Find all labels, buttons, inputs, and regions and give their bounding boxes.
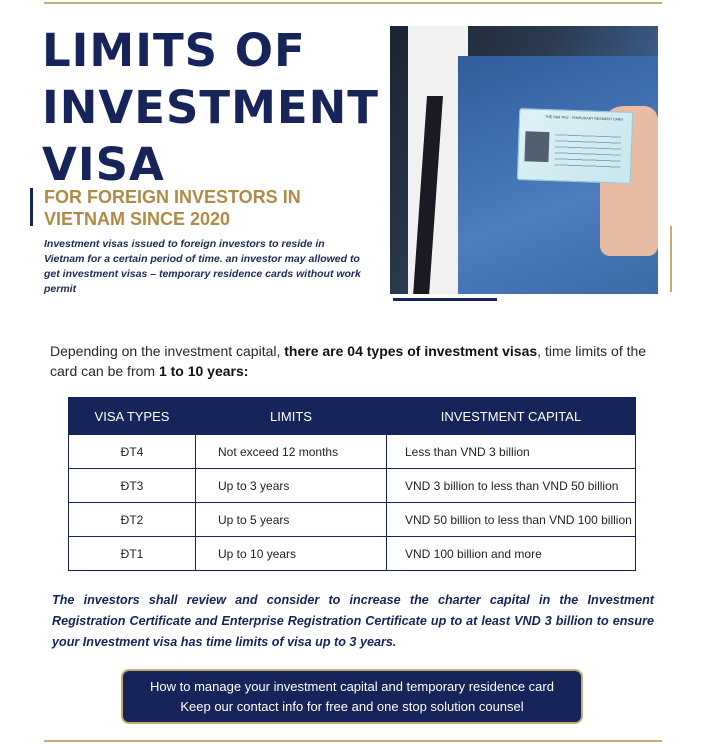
title-line-1: LIMITS OF [42, 24, 306, 77]
photo-accent-bar [393, 298, 497, 301]
lead-paragraph [50, 341, 662, 381]
table-row [69, 469, 636, 503]
cell-limit: Up to 5 years [196, 503, 387, 537]
title-line-3: VISA [42, 138, 165, 191]
cell-capital: VND 100 billion and more [387, 537, 636, 571]
cell-capital: VND 50 billion to less than VND 100 billion [387, 503, 636, 537]
lead-text-1: Depending on the investment capital, [50, 343, 285, 359]
cell-limit: Up to 10 years [196, 537, 387, 571]
table-row [69, 503, 636, 537]
contact-banner-line-2: Keep our contact info for free and one stop solution counsel [180, 698, 524, 714]
intro-text: Investment visas issued to foreign investors to reside in Vietnam for a certain period of time. an investor may allowed to get investment visas – temporary residence cards without work permit [44, 238, 361, 295]
cell-capital: Less than VND 3 billion [387, 435, 636, 469]
page-title [42, 22, 379, 193]
cell-limit: Up to 3 years [196, 469, 387, 503]
residence-card-title: THẺ TẠM TRÚ - TEMPORARY RESIDENT CARD [544, 114, 624, 122]
investor-note: The investors shall review and consider to increase the charter capital in the Investment Registration Certificate and Enterprise Registration Certificate up to at least VND 3 billion to ensure your Investment visa has time limits of visa up to 3 years. [52, 593, 654, 649]
subtitle-accent-bar [30, 188, 33, 226]
table-row [69, 537, 636, 571]
header-investment-capital: INVESTMENT CAPITAL [387, 398, 636, 435]
table-row [69, 435, 636, 469]
contact-banner[interactable] [121, 669, 583, 724]
subtitle [44, 186, 344, 230]
lead-text-2: , time limits of the card can be from [50, 343, 647, 379]
hero-photo [390, 26, 658, 294]
table-header-row [69, 398, 636, 435]
title-line-2: INVESTMENT [42, 81, 379, 134]
subtitle-line-2: VIETNAM SINCE 2020 [44, 209, 231, 229]
residence-card-text-lines [554, 134, 621, 168]
header-limits: LIMITS [196, 398, 387, 435]
visa-table [68, 397, 636, 571]
bottom-divider [44, 740, 662, 742]
residence-card-image [517, 108, 633, 184]
lead-bold-2: 1 to 10 years: [158, 363, 249, 379]
subtitle-line-1: FOR FOREIGN INVESTORS IN [44, 187, 301, 207]
lead-bold-1: there are 04 types of investment visas [284, 343, 538, 359]
top-divider [44, 2, 662, 4]
header-visa-types: VISA TYPES [69, 398, 196, 435]
residence-card-portrait [524, 131, 549, 162]
cell-visa-type: ĐT3 [69, 469, 196, 503]
cell-limit: Not exceed 12 months [196, 435, 387, 469]
cell-capital: VND 3 billion to less than VND 50 billion [387, 469, 636, 503]
right-accent-bar [670, 226, 672, 292]
contact-banner-line-1: How to manage your investment capital and temporary residence card [150, 678, 554, 694]
cell-visa-type: ĐT1 [69, 537, 196, 571]
cell-visa-type: ĐT4 [69, 435, 196, 469]
cell-visa-type: ĐT2 [69, 503, 196, 537]
